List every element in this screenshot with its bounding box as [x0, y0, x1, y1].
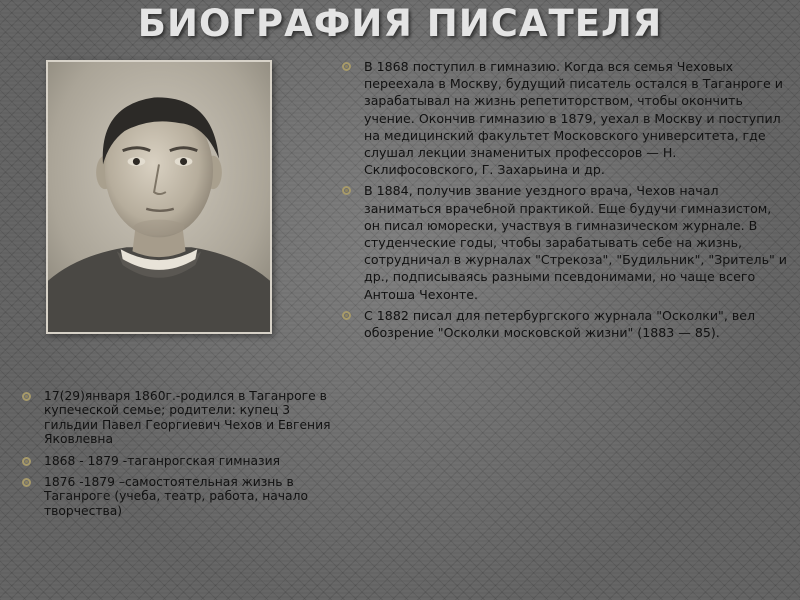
right-bullet-list [342, 58, 788, 345]
list-item: В 1868 поступил в гимназию. Когда вся семья Чеховых переехала в Москву, будущий писатель остался в Таганроге и зарабатывал на жизнь репетиторством, чтобы окончить учение. Окончив гимназию в 1879, уехал в Москву и поступил на медицинский факультет Московского университета, где слушал лекции знаменитых профессоров — Н. Склифосовского, Г. Захарьина и др. [342, 58, 788, 178]
bullet-icon [22, 392, 31, 401]
bullet-icon [22, 478, 31, 487]
bullet-icon [342, 311, 351, 320]
portrait-photo [46, 60, 272, 334]
list-item: С 1882 писал для петербургского журнала "Осколки", вел обозрение "Осколки московской жизни" (1883 — 85). [342, 307, 788, 341]
list-item: В 1884, получив звание уездного врача, Чехов начал заниматься врачебной практикой. Еще будучи гимназистом, он писал юморески, участвуя в гимназическом журнале. В студенческие годы, чтобы зарабатывать себе на жизнь, сотрудничал в журналах "Стрекоза", "Будильник", "Зритель" и др., подписываясь разными псевдонимами, но чаще всего Антоша Чехонте. [342, 182, 788, 302]
page-title: БИОГРАФИЯ ПИСАТЕЛЯ [137, 2, 663, 45]
left-bullet-list [22, 389, 348, 525]
bullet-icon [22, 457, 31, 466]
bullet-icon [342, 186, 351, 195]
list-item: 1868 - 1879 -таганрогская гимназия [22, 454, 348, 468]
list-item: 17(29)января 1860г.-родился в Таганроге в купеческой семье; родители: купец 3 гильдии Павел Георгиевич Чехов и Евгения Яковлевна [22, 389, 348, 447]
list-item: 1876 -1879 –самостоятельная жизнь в Таганроге (учеба, театр, работа, начало творчества) [22, 475, 348, 518]
bullet-icon [342, 62, 351, 71]
